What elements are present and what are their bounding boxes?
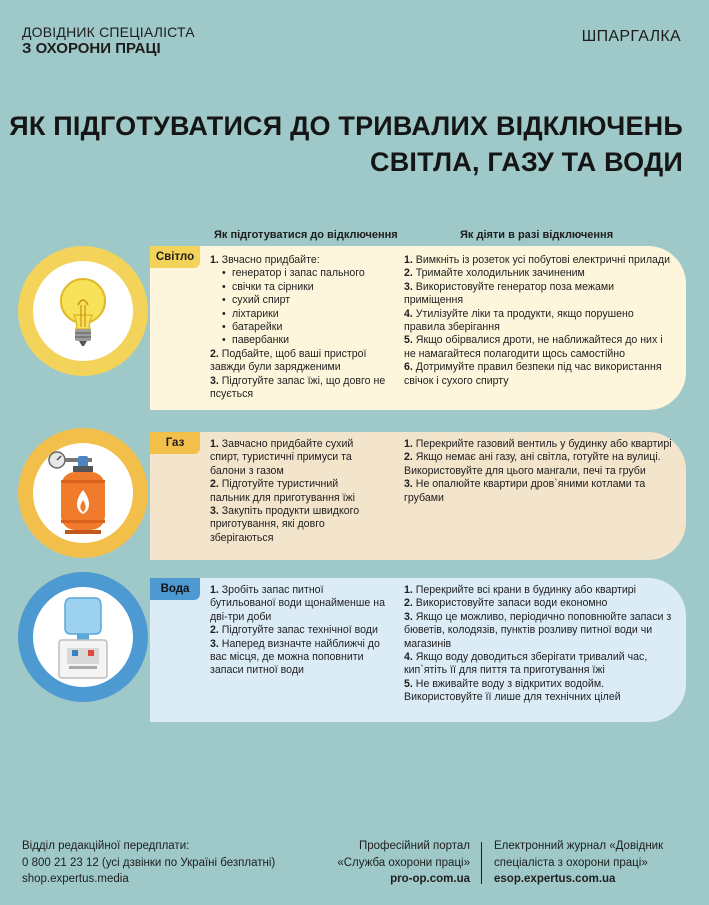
water-prepare-list <box>210 584 388 678</box>
section-light <box>0 246 709 410</box>
title-line-2: СВІТЛА, ГАЗУ ТА ВОДИ <box>370 147 683 177</box>
footer-subscription-label: Відділ редакційної передплати: <box>22 840 190 852</box>
light-bullet: • батарейки <box>210 321 388 334</box>
light-badge <box>18 246 148 376</box>
gas-badge-inner <box>33 443 133 543</box>
title-line-1: ЯК ПІДГОТУВАТИСЯ ДО ТРИВАЛИХ ВІДКЛЮЧЕНЬ <box>9 111 683 141</box>
light-act-item: 1. Вимкніть із розеток усі побутові електричні прилади <box>404 254 670 266</box>
footer-portal-link[interactable]: pro-op.com.ua <box>390 873 470 885</box>
water-act-item: 2. Використовуйте запаси води економно <box>404 597 608 610</box>
gas-prep-item: 1. Завчасно придбайте сухий спирт, туристичні примуси та балони з газом <box>210 438 354 477</box>
page-title <box>3 108 683 180</box>
light-bullet: • сухий спирт <box>210 294 388 307</box>
gas-badge <box>18 428 148 558</box>
brand-logo <box>22 24 195 57</box>
gas-prep-item: 3. Закупіть продукти швидкого приготування, які довго зберігаються <box>210 505 360 544</box>
water-badge-inner <box>33 587 133 687</box>
footer-journal-line-2: спеціаліста з охорони праці» <box>494 856 648 869</box>
column-header-prepare: Як підготуватися до відключення <box>214 229 398 241</box>
gas-prep-item: 2. Підготуйте туристичний пальник для приготування їжі <box>210 478 355 504</box>
gas-prepare-list <box>210 438 380 545</box>
light-bulb-icon <box>48 271 118 351</box>
footer-portal-label: Професійний портал <box>358 840 470 852</box>
light-bullet: • свічки та сірники <box>210 281 388 294</box>
light-action-list <box>404 254 676 388</box>
water-badge <box>18 572 148 702</box>
light-prep-item-3: 3. Підготуйте запас їжі, що довго не псується <box>210 374 386 401</box>
section-gas <box>0 432 709 560</box>
cheatsheet-tag: ШПАРГАЛКА <box>581 28 681 45</box>
water-act-item: 1. Перекрийте всі крани в будинку або квартирі <box>404 584 637 596</box>
footer-journal-link[interactable]: esop.expertus.com.ua <box>494 873 616 885</box>
water-prep-item: 1. Зробіть запас питної бутильованої води щонайменше на дві-три доби <box>210 584 385 623</box>
light-act-item: 4. Утилізуйте ліки та продукти, якщо порушено правила зберігання <box>404 307 634 334</box>
light-prepare-list <box>210 254 388 401</box>
footer-portal <box>310 838 470 888</box>
light-bullet: • ліхтарики <box>210 308 388 321</box>
gas-act-item: 1. Перекрийте газовий вентиль у будинку або квартирі <box>404 438 672 450</box>
section-water <box>0 578 709 722</box>
water-act-item: 4. Якщо воду доводиться зберігати тривалий час, кип`ятіть її для пиття та приготування їжі <box>404 651 648 677</box>
water-act-item: 5. Не вживайте воду з відкритих водойм. Використовуйте її лише для технічних цілей <box>404 677 621 704</box>
light-badge-inner <box>33 261 133 361</box>
brand-line-1: ДОВІДНИК СПЕЦІАЛІСТА <box>22 24 195 40</box>
light-act-item: 5. Якщо обірвалися дроти, не наближайтеся до них і не намагайтеся полагодити щось самостійно <box>404 334 663 360</box>
water-tab: Вода <box>150 578 200 600</box>
footer-shop-link[interactable]: shop.expertus.media <box>22 873 129 885</box>
gas-action-list <box>404 438 676 505</box>
light-bullet: • павербанки <box>210 334 388 347</box>
footer-subscription <box>22 838 322 888</box>
water-act-item: 3. Якщо це можливо, періодично поповнюйте запаси з бюветів, колодязів, пунктів розливу питної води чи магазинів <box>404 610 672 650</box>
gas-act-item: 3. Не опалюйте квартири дров`яними котлами та грубами <box>404 478 646 504</box>
brand-line-2: З ОХОРОНИ ПРАЦІ <box>22 40 161 58</box>
gas-cylinder-icon <box>45 450 121 536</box>
footer-journal-line-1: Електронний журнал «Довідник <box>494 840 664 852</box>
light-act-item: 6. Дотримуйте правил безпеки під час використання свічок і сухого спирту <box>404 361 662 387</box>
column-header-during: Як діяти в разі відключення <box>460 229 614 241</box>
footer-divider <box>481 842 482 884</box>
gas-act-item: 2. Якщо немає ані газу, ані світла, готуйте на вулиці. Використовуйте для цього мангали, печі та груби <box>404 451 661 477</box>
light-prep-item-2: 2. Подбайте, щоб ваші пристрої завжди були зарядженими <box>210 347 367 374</box>
footer-journal <box>494 838 694 888</box>
water-cooler-icon <box>45 594 121 680</box>
light-tab: Світло <box>150 246 200 268</box>
water-action-list <box>404 584 676 705</box>
light-bullet: • генератор і запас пального <box>210 267 388 280</box>
gas-tab: Газ <box>150 432 200 454</box>
water-prep-item: 2. Підготуйте запас технічної води <box>210 624 378 637</box>
light-act-item: 2. Тримайте холодильник зачиненим <box>404 267 585 280</box>
footer-phone: 0 800 21 23 12 (усі дзвінки по Україні безплатні) <box>22 856 276 869</box>
water-prep-item: 3. Наперед визначте найближчі до вас місця, де можна поповнити запаси питної води <box>210 637 380 677</box>
light-act-item: 3. Використовуйте генератор поза межами приміщення <box>404 280 615 307</box>
light-prep-item-1: 1. Звчасно придбайте: <box>210 254 320 266</box>
footer-portal-name: «Служба охорони праці» <box>337 856 470 869</box>
